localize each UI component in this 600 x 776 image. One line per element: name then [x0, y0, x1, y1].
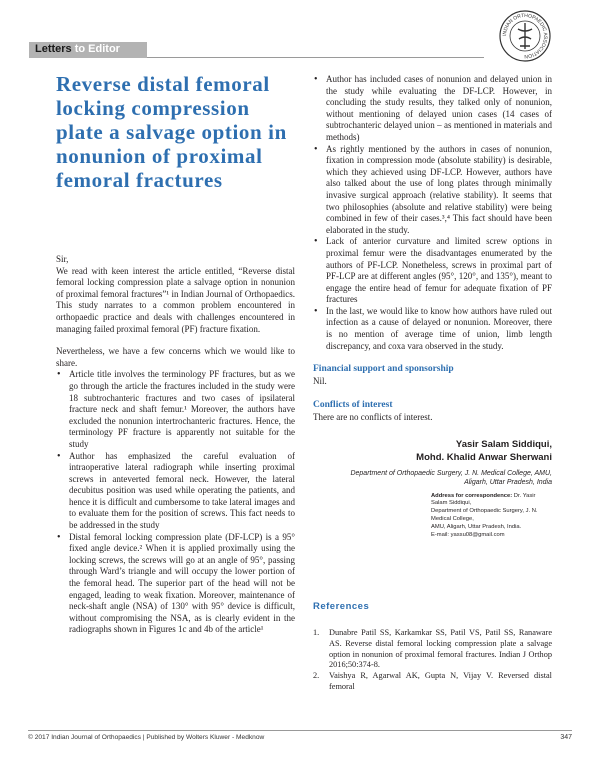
intro-paragraph: We read with keen interest the article entitled, “Reverse distal femoral locking compression plate a salvage option in nonunion of proximal femoral fractures”¹ in Indian Journal of Orthopaedics. This study narrates to a common problem encountered in orthopaedic practice and deals with challenges encountered in managing failed proximal femoral (PF) fracture fixation.	[56, 265, 295, 334]
left-column	[56, 254, 295, 636]
address-line: Dr. Yasir Salam Siddiqui,	[431, 492, 536, 507]
author-name: Yasir Salam Siddiqui,	[455, 438, 552, 450]
concerns-paragraph: Nevertheless, we have a few concerns which we would like to share.	[56, 346, 295, 368]
reference-item	[313, 671, 552, 693]
conflicts-text: There are no conflicts of interest.	[313, 412, 433, 423]
author-affiliation: Aligarh, Uttar Pradesh, India	[464, 479, 552, 487]
reference-text: Dunabre Patil SS, Karkamkar SS, Patil VS, Patil SS, Ranaware AS. Reverse distal femoral locking compression plate a salvage option in nonunion of proximal femoral fractures. Indian J Orthop 2016;50:374-8.	[329, 628, 552, 670]
concerns-list-left	[56, 369, 295, 636]
author-name: Mohd. Khalid Anwar Sherwani	[416, 451, 552, 463]
references-list	[313, 628, 552, 693]
address-label: Address for correspondence:	[431, 492, 513, 499]
list-item: • Author has included cases of nonunion and delayed union in the study while evaluating the DF-LCP. However, in concluding the study results, they talked only of nonunion, without mentioning of delayed union cases (14 cases of subtrochanteric delayed union – as mentioned in materials and methods)	[313, 74, 552, 144]
header-rule	[147, 57, 484, 58]
title-line: Reverse distal femoral	[56, 72, 270, 96]
journal-seal-logo	[498, 9, 552, 63]
seal-text: INDIAN ORTHOPAEDIC ASSOCIATION	[501, 12, 549, 60]
references-heading: References	[313, 601, 370, 612]
title-line: plate a salvage option in	[56, 120, 287, 144]
reference-text: Vaishya R, Agarwal AK, Gupta N, Vijay V. Reversed distal femoral	[329, 671, 552, 691]
reference-number: 1.	[313, 628, 320, 637]
reference-item	[313, 628, 552, 671]
section-tag	[29, 42, 147, 58]
list-item: • Article title involves the terminology PF fractures, but as we go through the article the fractures included in the study were 18 subtrochanteric fractures and two cases of ipsilateral fracture neck and shaft femur.¹ Moreover, the authors have excluded the nonunion intertrochanteric fractures. Hence, the terminology PF fracture is apparently not suitable for the study	[56, 369, 295, 450]
article-title	[56, 72, 296, 192]
email-link[interactable]: E-mail: yassu08@gmail.com	[431, 531, 505, 538]
conflicts-heading: Conflicts of interest	[313, 400, 393, 411]
author-affiliation: Department of Orthopaedic Surgery, J. N. Medical College, AMU,	[350, 469, 552, 477]
signature-block	[313, 438, 552, 488]
concerns-list-right	[313, 74, 552, 352]
correspondence-address	[431, 493, 552, 540]
reference-number: 2.	[313, 671, 320, 681]
section-tag-rest: to Editor	[71, 43, 120, 55]
page-number: 347	[560, 734, 572, 741]
salutation: Sir,	[56, 254, 69, 264]
list-item: • Lack of anterior curvature and limited screw options in proximal femur were the disadvantages enumerated by the authors of PF-LCP. Nonetheless, screws in proximal part of PF-LCP are at different angles (95°, 120°, and 135°), meant to engage the entire head of femur for adequate fixation of PF fractures	[313, 236, 552, 306]
list-item: • As rightly mentioned by the authors in cases of nonunion, fixation in compression mode (absolute stability) is desirable, which they achieved using DF-LCP. However, authors have also talked about the use of long plates through minimally invasive surgical approach (relative stability). It seems that two philosophies (absolute and relative stability) were being combined in few of their cases.³,⁴ This fact should have been elaborated in the study.	[313, 144, 552, 237]
title-line: locking compression	[56, 96, 250, 120]
title-line: femoral fractures	[56, 168, 223, 192]
list-item: • Author has emphasized the careful evaluation of intraoperative lateral radiograph while inserting proximal screws in anteverted femoral neck. However, the lateral decubitus position was used while operating the patients, and hence it is difficult and cumbersome to take lateral images and to evaluate them for the position of screws. This fact needs to be addressed in the study	[56, 451, 295, 532]
footer-copyright: © 2017 Indian Journal of Orthopaedics | Published by Wolters Kluwer - Medknow	[28, 734, 265, 741]
title-line: nonunion of proximal	[56, 144, 263, 168]
financial-text: Nil.	[313, 375, 327, 386]
section-tag-word: Letters	[35, 43, 72, 55]
financial-heading: Financial support and sponsorship	[313, 364, 454, 375]
right-column	[313, 74, 552, 539]
address-line: Department of Orthopaedic Surgery, J. N. Medical College,	[431, 508, 538, 523]
list-item: • In the last, we would like to know how authors have ruled out infection as a cause of delayed or nonunion. Moreover, there is no mention of average time of union, limb length discrepancy, and coxa vara observed in the study.	[313, 306, 552, 352]
footer-rule	[28, 730, 572, 731]
list-item: • Distal femoral locking compression plate (DF-LCP) is a 95° fixed angle device.² When it is applied proximally using the locking screws, the screws will go at an angle of 95°, passing through Ward’s triangle and will occupy the lower portion of the femoral head. The superior part of the head will not be engaged, leading to weak fixation. Moreover, maintenance of neck-shaft angle (NSA) of 130° with 95° device is difficult, without compromising the NSA, as is clearly evident in the radiographs shown in Figures 1c and 4b of the article¹	[56, 532, 295, 636]
address-line: AMU, Aligarh, Uttar Pradesh, India.	[431, 523, 522, 530]
